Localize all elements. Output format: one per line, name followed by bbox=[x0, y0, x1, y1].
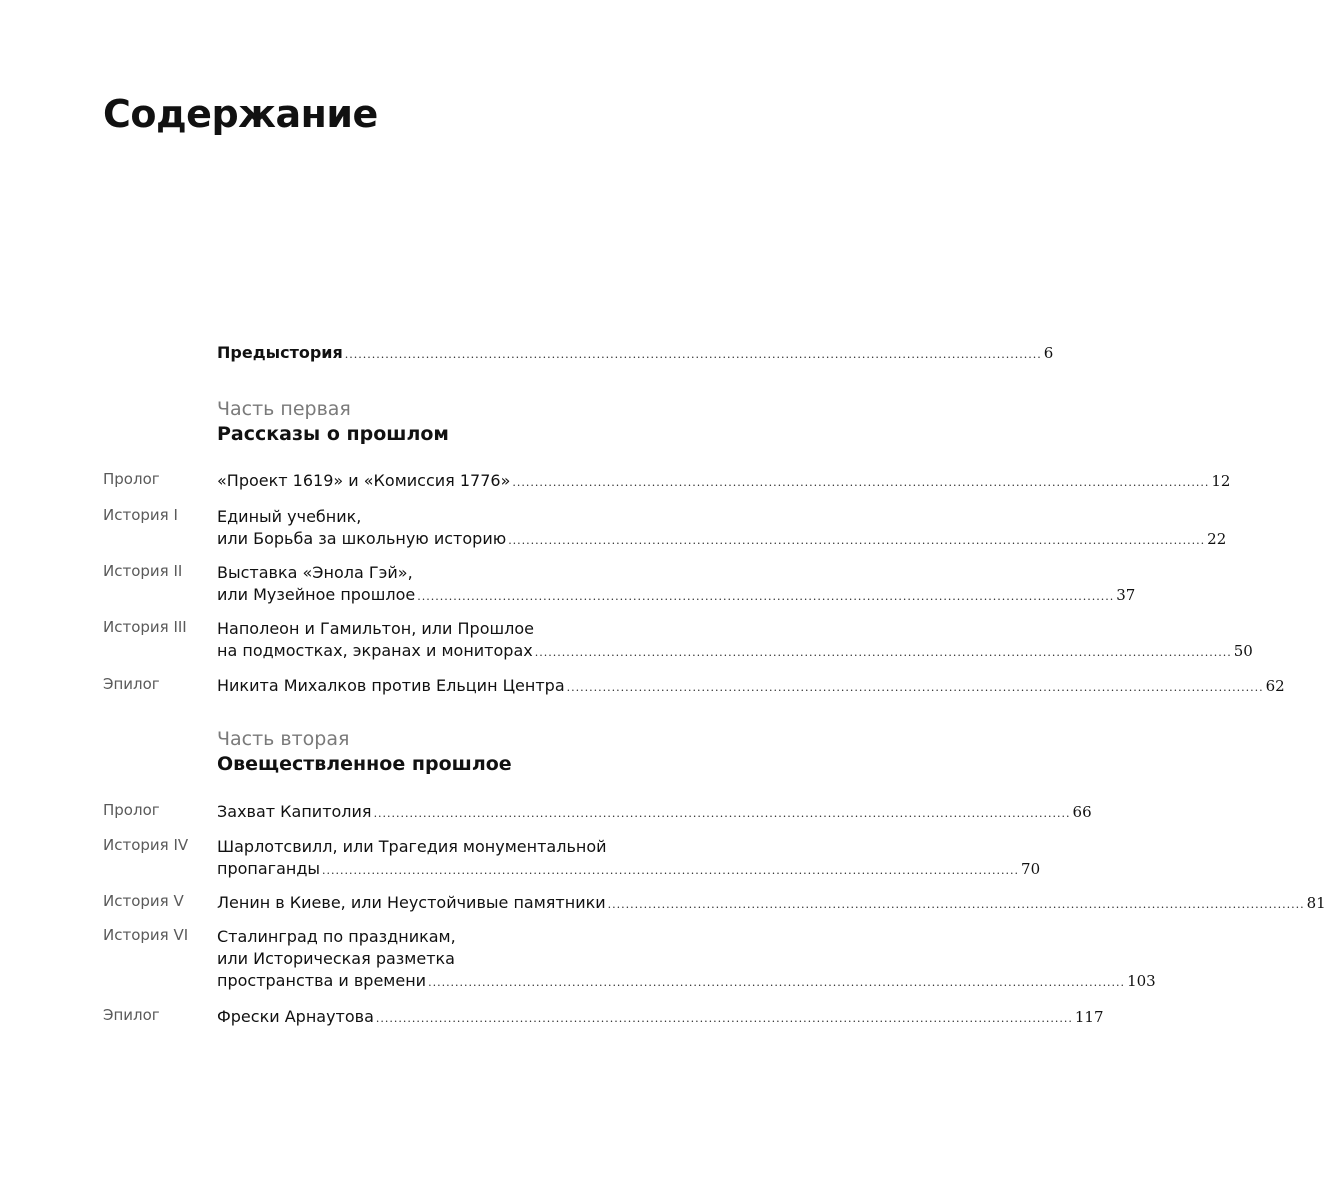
toc-page-number: 66 bbox=[1072, 803, 1092, 821]
toc-entry-title: Никита Михалков против Ельцин Центра bbox=[217, 676, 565, 695]
toc-entry-title-line: Выставка «Энола Гэй», bbox=[217, 563, 413, 582]
toc-entry-title: на подмостках, экранах и мониторах bbox=[217, 641, 533, 660]
toc-entry-label: Пролог bbox=[103, 470, 160, 488]
part-label: Часть вторая bbox=[217, 728, 350, 750]
leader-dots: ........................................................................................................................................................... bbox=[417, 590, 1115, 603]
toc-page-number: 62 bbox=[1265, 677, 1285, 695]
toc-entry-label: История V bbox=[103, 892, 184, 910]
part-title: Овеществленное прошлое bbox=[217, 753, 512, 775]
toc-entry-title: Ленин в Киеве, или Неустойчивые памятники bbox=[217, 893, 606, 912]
leader-dots: ........................................................................................................................................................... bbox=[428, 976, 1126, 989]
toc-entry-label: Эпилог bbox=[103, 1006, 160, 1024]
toc-entry-title-line: Наполеон и Гамильтон, или Прошлое bbox=[217, 619, 534, 638]
toc-entry-title: или Музейное прошлое bbox=[217, 585, 416, 604]
leader-dots: ........................................................................................................................................................... bbox=[607, 898, 1305, 911]
leader-dots: ........................................................................................................................................................... bbox=[373, 807, 1071, 820]
toc-entry-title: пространства и времени bbox=[217, 971, 427, 990]
toc-entry-label: История IV bbox=[103, 836, 189, 854]
leader-dots: ........................................................................................................................................................... bbox=[512, 476, 1210, 489]
toc-page-number: 117 bbox=[1074, 1008, 1104, 1026]
toc-entry-title: пропаганды bbox=[217, 859, 321, 878]
toc-page-number: 70 bbox=[1021, 860, 1041, 878]
toc-entry-label: История I bbox=[103, 506, 178, 524]
toc-page-number: 37 bbox=[1116, 586, 1136, 604]
toc-page-number: 50 bbox=[1233, 642, 1253, 660]
toc-entry-title-line: Шарлотсвилл, или Трагедия монументальной bbox=[217, 837, 607, 856]
part-label: Часть первая bbox=[217, 398, 351, 420]
page-title: Содержание bbox=[103, 92, 378, 136]
toc-entry-title: «Проект 1619» и «Комиссия 1776» bbox=[217, 471, 511, 490]
toc-page-number: 6 bbox=[1043, 344, 1054, 362]
leader-dots: ........................................................................................................................................................... bbox=[375, 1012, 1073, 1025]
toc-entry-title-line: Единый учебник, bbox=[217, 507, 362, 526]
leader-dots: ........................................................................................................................................................... bbox=[344, 348, 1042, 361]
toc-entry-label: История II bbox=[103, 562, 183, 580]
toc-page-number: 12 bbox=[1211, 472, 1231, 490]
toc-entry-title: Захват Капитолия bbox=[217, 802, 372, 821]
toc-page-number: 103 bbox=[1127, 972, 1156, 990]
leader-dots: ........................................................................................................................................................... bbox=[534, 646, 1232, 659]
toc-page-number: 22 bbox=[1207, 530, 1227, 548]
toc-entry-title-line: или Историческая разметка bbox=[217, 949, 455, 968]
leader-dots: ........................................................................................................................................................... bbox=[322, 864, 1020, 877]
toc-page-number: 81 bbox=[1306, 894, 1326, 912]
part-title: Рассказы о прошлом bbox=[217, 423, 449, 445]
toc-entry-label: История VI bbox=[103, 926, 189, 944]
toc-entry-title: Фрески Арнаутова bbox=[217, 1007, 374, 1026]
toc-entry-label: История III bbox=[103, 618, 187, 636]
toc-entry-title: Предыстория bbox=[217, 343, 343, 362]
toc-entry-title-line: Сталинград по праздникам, bbox=[217, 927, 456, 946]
leader-dots: ........................................................................................................................................................... bbox=[566, 681, 1264, 694]
toc-entry-label: Пролог bbox=[103, 801, 160, 819]
toc-entry-title: или Борьба за школьную историю bbox=[217, 529, 507, 548]
toc-entry-label: Эпилог bbox=[103, 675, 160, 693]
leader-dots: ........................................................................................................................................................... bbox=[508, 534, 1206, 547]
